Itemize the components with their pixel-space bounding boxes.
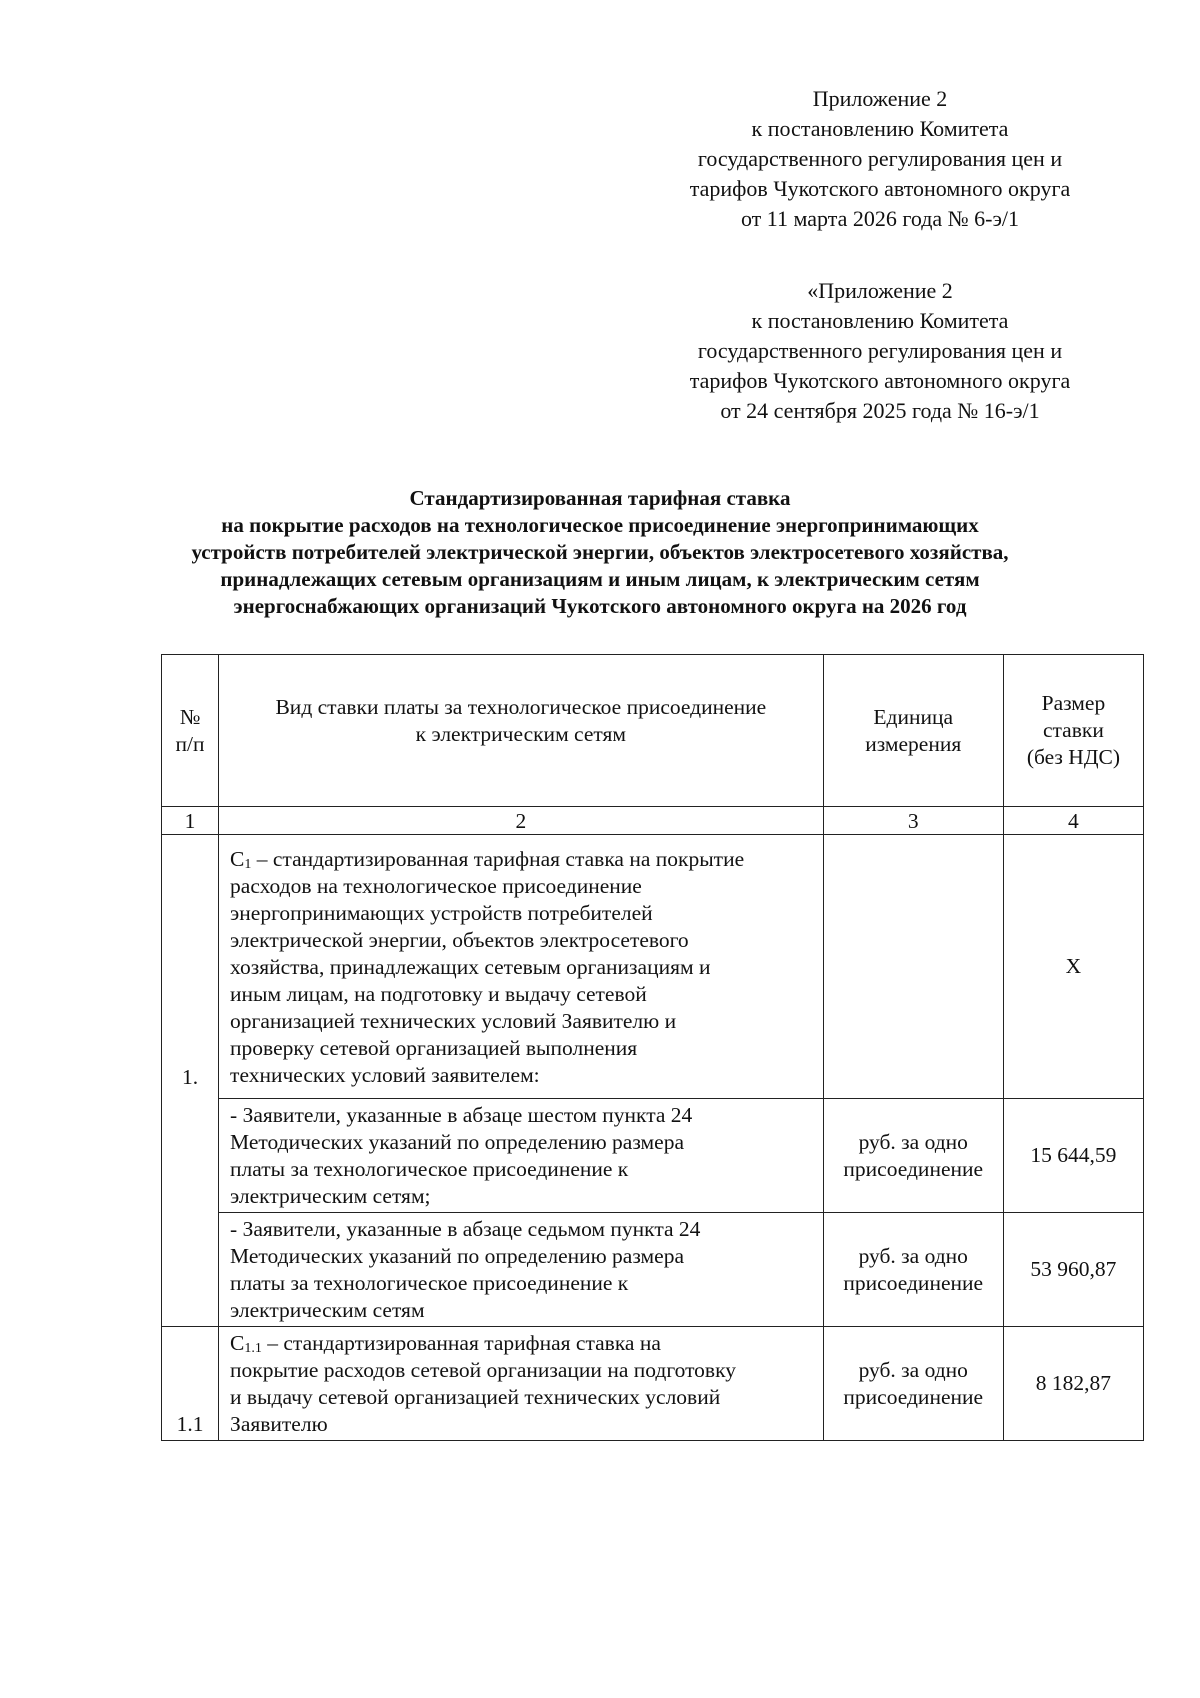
rate-value: 8 182,87 (1003, 1327, 1143, 1441)
rate-line: энергопринимающих устройств потребителей (230, 900, 653, 925)
rate-line: Методических указаний по определению размера (230, 1244, 684, 1268)
appendix-line: «Приложение 2 (807, 278, 953, 303)
header-text: Единица (873, 704, 954, 729)
rate-line: расходов на технологическое присоединение (230, 873, 642, 898)
unit-cell (823, 1213, 1003, 1327)
appendix-line: государственного регулирования цен и (697, 338, 1063, 363)
header-text: Размер (1041, 691, 1106, 715)
table-row (162, 1099, 1144, 1213)
appendix-line: от 11 марта 2026 года № 6-э/1 (740, 206, 1020, 231)
rate-value: 53 960,87 (1003, 1213, 1143, 1327)
row-number: 1.1 (162, 1327, 219, 1441)
unit-cell-empty (823, 835, 1003, 1099)
header-text: (без НДС) (1026, 745, 1120, 769)
header-text: к электрическим сетям (415, 721, 627, 746)
table-row (162, 1213, 1144, 1327)
rate-line: иным лицам, на подготовку и выдачу сетевой (230, 981, 647, 1006)
rate-description (219, 1327, 824, 1441)
rate-symbol: С (230, 846, 245, 871)
rate-line (230, 1330, 813, 1357)
appendix-line: тарифов Чукотского автономного округа (689, 176, 1071, 201)
unit-text: руб. за одно (858, 1243, 968, 1268)
header-text: Вид ставки платы за технологическое присоединение (275, 694, 767, 719)
table-row (162, 1327, 1144, 1441)
row-number: 1. (162, 835, 219, 1327)
table-header-row (162, 655, 1144, 807)
header-unit (823, 655, 1003, 807)
tariff-table (161, 654, 1144, 1441)
rate-line: - Заявители, указанные в абзаце шестом пункта 24 (230, 1103, 693, 1127)
title-line: устройств потребителей электрической энергии, объектов электросетевого хозяйства, (191, 540, 1009, 564)
rate-value: 15 644,59 (1003, 1099, 1143, 1213)
column-number-row (162, 807, 1144, 835)
header-text: ставки (1042, 718, 1104, 742)
appendix-line: государственного регулирования цен и (697, 146, 1063, 171)
rate-line: хозяйства, принадлежащих сетевым организациям и (230, 954, 711, 979)
rate-description (219, 1099, 824, 1213)
title-line: на покрытие расходов на технологическое присоединение энергопринимающих (221, 513, 979, 537)
appendix-line: к постановлению Комитета (751, 308, 1009, 333)
rate-symbol: С (230, 1331, 245, 1355)
column-number: 1 (162, 807, 219, 835)
appendix-line: от 24 сентября 2025 года № 16-э/1 (720, 398, 1040, 423)
column-number: 4 (1003, 807, 1143, 835)
unit-cell (823, 1099, 1003, 1213)
title-line: принадлежащих сетевым организациям и иным лицам, к электрическим сетям (220, 567, 980, 591)
appendix-header-previous (640, 276, 1120, 426)
unit-text: присоединение (843, 1156, 984, 1181)
rate-line: организацией технических условий Заявителю и (230, 1008, 677, 1033)
unit-cell (823, 1327, 1003, 1441)
rate-line (230, 846, 813, 873)
unit-text: руб. за одно (858, 1357, 968, 1382)
title-line: Стандартизированная тарифная ставка (409, 486, 791, 510)
rate-symbol-index: 1 (244, 856, 252, 872)
rate-line: проверку сетевой организацией выполнения (230, 1035, 638, 1060)
appendix-line: к постановлению Комитета (751, 116, 1009, 141)
column-number: 3 (823, 807, 1003, 835)
rate-line: электрическим сетям; (230, 1184, 431, 1208)
rate-line: и выдачу сетевой организацией технических условий (230, 1385, 721, 1409)
table-row (162, 835, 1144, 1099)
rate-value: Х (1003, 835, 1143, 1099)
rate-line: - Заявители, указанные в абзаце седьмом пункта 24 (230, 1217, 701, 1241)
rate-description (219, 1213, 824, 1327)
rate-line: платы за технологическое присоединение к (230, 1157, 629, 1181)
rate-line: технических условий заявителем: (230, 1062, 540, 1087)
unit-text: присоединение (843, 1384, 984, 1409)
rate-text: – стандартизированная тарифная ставка на (261, 1331, 661, 1355)
appendix-line: Приложение 2 (812, 86, 948, 111)
appendix-header-current (640, 84, 1120, 234)
rate-text: – стандартизированная тарифная ставка на покрытие (251, 846, 745, 871)
rate-line: Методических указаний по определению размера (230, 1130, 684, 1154)
rate-description (219, 835, 824, 1099)
header-text: № (179, 704, 201, 729)
rate-symbol-index: 1.1 (244, 1341, 262, 1356)
header-rate-size (1003, 655, 1143, 807)
column-number: 2 (219, 807, 824, 835)
unit-text: присоединение (843, 1270, 984, 1295)
rate-line: покрытие расходов сетевой организации на подготовку (230, 1358, 736, 1382)
document-title (120, 485, 1080, 620)
header-text: измерения (865, 731, 962, 756)
appendix-line: тарифов Чукотского автономного округа (689, 368, 1071, 393)
title-line: энергоснабжающих организаций Чукотского автономного округа на 2026 год (233, 594, 967, 618)
header-rate-type (219, 655, 824, 807)
rate-line: платы за технологическое присоединение к (230, 1271, 629, 1295)
header-text: п/п (175, 731, 205, 756)
header-num (162, 655, 219, 807)
rate-line: Заявителю (230, 1412, 328, 1436)
rate-line: электрическим сетям (230, 1298, 425, 1322)
rate-line: электрической энергии, объектов электросетевого (230, 927, 689, 952)
unit-text: руб. за одно (858, 1129, 968, 1154)
